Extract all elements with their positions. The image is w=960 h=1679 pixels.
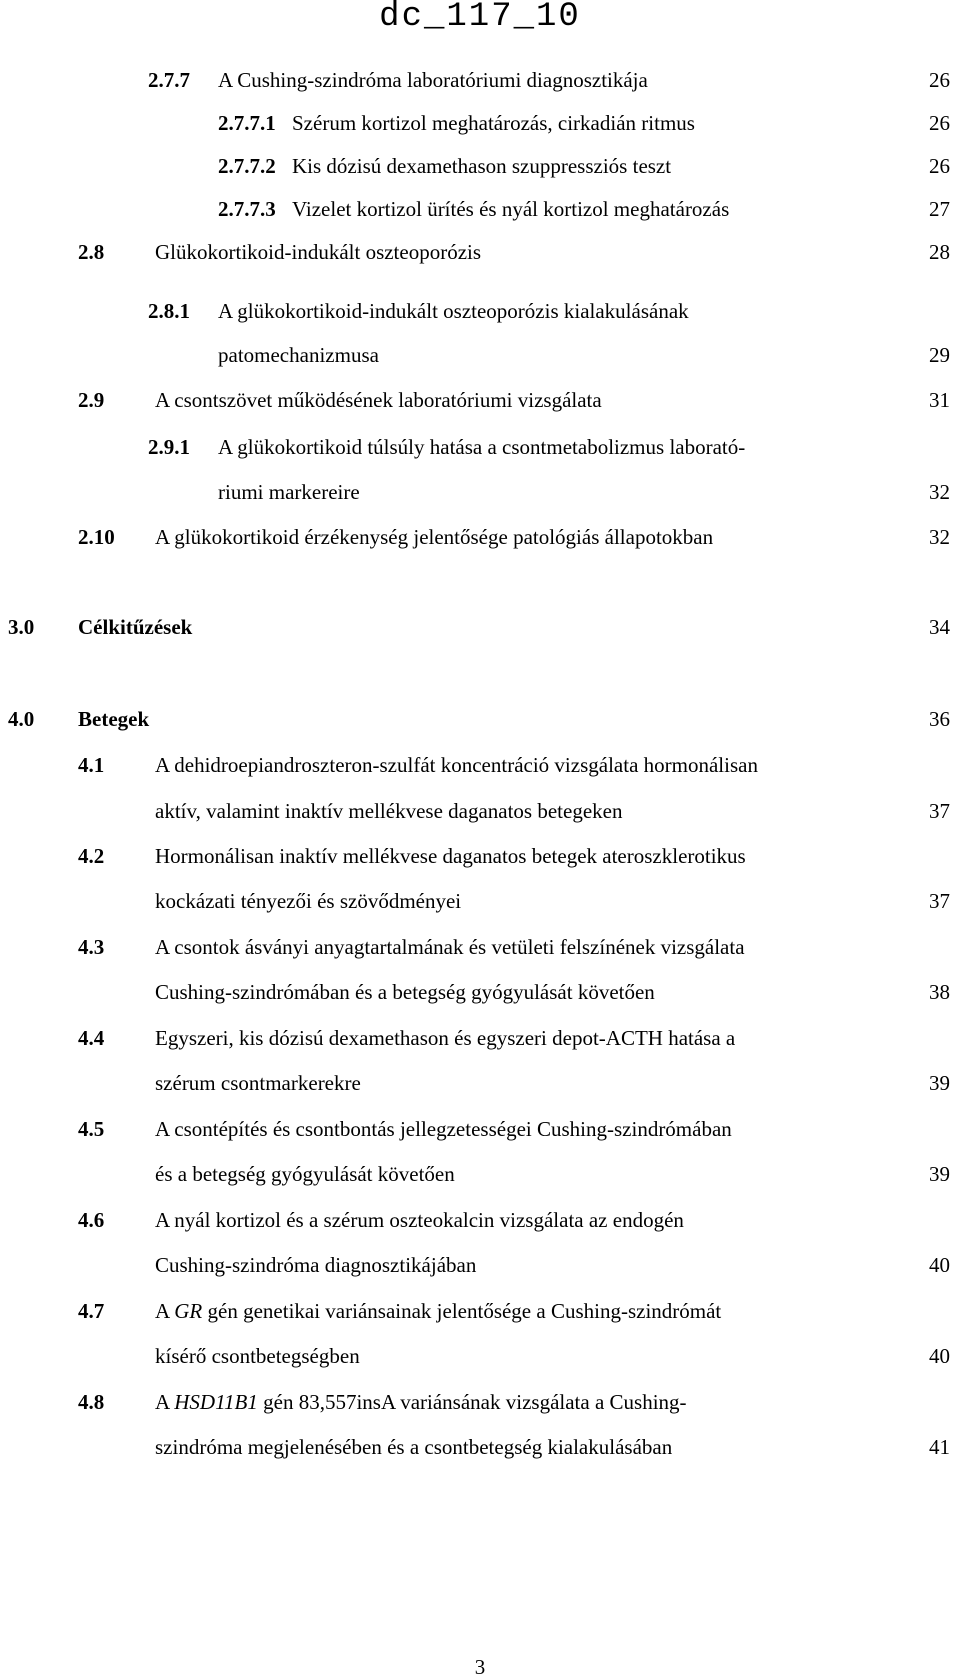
toc-number: 2.8.1 [148, 299, 190, 323]
toc-page: 37 [929, 799, 950, 823]
toc-number: 2.7.7 [148, 68, 190, 92]
toc-number: 2.9 [78, 388, 105, 412]
toc-title: A Cushing-szindróma laboratóriumi diagnosztikája [218, 68, 648, 92]
toc-number: 4.6 [78, 1208, 105, 1232]
toc-title: A csontszövet működésének laboratóriumi vizsgálata [155, 388, 602, 412]
toc-title: patomechanizmusa [218, 343, 379, 367]
toc-page: 27 [929, 197, 950, 221]
toc-number: 4.1 [78, 753, 105, 777]
toc-title: A csontépítés és csontbontás jellegzetességei Cushing-szindrómában [155, 1117, 732, 1141]
toc-title: A glükokortikoid túlsúly hatása a csontmetabolizmus laborató- [218, 435, 746, 459]
toc-page: 26 [929, 68, 950, 92]
toc-title: Vizelet kortizol ürítés és nyál kortizol meghatározás [292, 197, 730, 221]
toc-entry-4-6 [0, 1206, 960, 1234]
toc-number: 4.3 [78, 935, 105, 959]
toc-page: 39 [929, 1162, 950, 1186]
toc-entry-4-2 [0, 842, 960, 870]
toc-number: 4.0 [8, 707, 35, 731]
toc-page: 31 [929, 388, 950, 412]
toc-number: 4.8 [78, 1390, 105, 1414]
toc-title: Szérum kortizol meghatározás, cirkadián ritmus [292, 111, 695, 135]
toc-entry-4-7 [0, 1297, 960, 1325]
toc-title: A glükokortikoid érzékenység jelentősége patológiás állapotokban [155, 525, 714, 549]
toc-title-prefix: A [155, 1299, 175, 1323]
toc-page: 34 [929, 615, 950, 639]
toc-entry-continuation [0, 1433, 960, 1461]
toc-page: 37 [929, 889, 950, 913]
toc-number: 2.7.7.2 [218, 154, 276, 178]
toc-entry-continuation [0, 887, 960, 915]
toc-entry-2-9 [0, 386, 960, 414]
toc-entry-4-0 [0, 705, 960, 733]
toc-number: 4.4 [78, 1026, 105, 1050]
toc-entry-2-8 [0, 238, 960, 266]
toc-page: 32 [929, 525, 950, 549]
toc-entry-2-7-7-3 [0, 195, 960, 223]
toc-number: 2.7.7.3 [218, 197, 276, 221]
toc-number: 4.2 [78, 844, 105, 868]
toc-title: A nyál kortizol és a szérum oszteokalcin vizsgálata az endogén [155, 1208, 684, 1232]
toc-title: szérum csontmarkerekre [155, 1071, 361, 1095]
toc-entry-2-7-7-2 [0, 152, 960, 180]
toc-page: 40 [929, 1344, 950, 1368]
toc-title-suffix: gén genetikai variánsainak jelentősége a Cushing-szindrómát [202, 1299, 722, 1323]
toc-title: Kis dózisú dexamethason szuppressziós teszt [292, 154, 672, 178]
page-number: 3 [474, 1655, 486, 1679]
toc-entry-3-0 [0, 613, 960, 641]
toc-page: 38 [929, 980, 950, 1004]
toc-title: Cushing-szindróma diagnosztikájában [155, 1253, 477, 1277]
toc-entry-2-9-1 [0, 433, 960, 461]
toc-title: riumi markereire [218, 480, 360, 504]
toc-title: Hormonálisan inaktív mellékvese daganatos betegek ateroszklerotikus [155, 844, 746, 868]
toc-title: szindróma megjelenésében és a csontbetegség kialakulásában [155, 1435, 673, 1459]
toc-title: Betegek [78, 707, 150, 731]
toc-entry-4-1 [0, 751, 960, 779]
toc-title: Egyszeri, kis dózisú dexamethason és egyszeri depot-ACTH hatása a [155, 1026, 736, 1050]
toc-number: 2.8 [78, 240, 105, 264]
document-code-header: dc_117_10 [379, 0, 581, 36]
toc-title: A dehidroepiandroszteron-szulfát koncentráció vizsgálata hormonálisan [155, 753, 758, 777]
toc-entry-continuation [0, 1342, 960, 1370]
toc-title: A csontok ásványi anyagtartalmának és vetületi felszínének vizsgálata [155, 935, 745, 959]
toc-number: 4.5 [78, 1117, 105, 1141]
toc-entry-4-4 [0, 1024, 960, 1052]
toc-number: 4.7 [78, 1299, 105, 1323]
toc-entry-2-10 [0, 523, 960, 551]
toc-title: kísérő csontbetegségben [155, 1344, 360, 1368]
toc-page: 28 [929, 240, 950, 264]
toc-number: 3.0 [8, 615, 35, 639]
toc-entry-continuation [0, 1160, 960, 1188]
toc-title: Glükokortikoid-indukált oszteoporózis [155, 240, 482, 264]
toc-entry-2-8-1 [0, 297, 960, 325]
toc-entry-continuation [0, 478, 960, 506]
toc-entry-continuation [0, 797, 960, 825]
toc-number: 2.7.7.1 [218, 111, 276, 135]
toc-entry-continuation [0, 1069, 960, 1097]
toc-title: és a betegség gyógyulását követően [155, 1162, 455, 1186]
toc-number: 2.10 [78, 525, 115, 549]
toc-entry-continuation [0, 978, 960, 1006]
toc-entry-4-8 [0, 1388, 960, 1416]
toc-page: 40 [929, 1253, 950, 1277]
toc-title [155, 1388, 687, 1416]
toc-entry-2-7-7-1 [0, 109, 960, 137]
toc-title-prefix: A [155, 1390, 175, 1414]
toc-page: 32 [929, 480, 950, 504]
toc-entry-4-3 [0, 933, 960, 961]
toc-page: 41 [929, 1435, 950, 1459]
toc-entry-4-5 [0, 1115, 960, 1143]
toc-page: 29 [929, 343, 950, 367]
toc-page: 26 [929, 111, 950, 135]
toc-title: aktív, valamint inaktív mellékvese daganatos betegeken [155, 799, 623, 823]
toc-number: 2.9.1 [148, 435, 190, 459]
toc-title: Cushing-szindrómában és a betegség gyógyulását követően [155, 980, 655, 1004]
toc-entry-2-7-7 [0, 66, 960, 94]
toc-entry-continuation [0, 1251, 960, 1279]
gene-name-italic: HSD11B1 [174, 1390, 258, 1414]
toc-title: A glükokortikoid-indukált oszteoporózis kialakulásának [218, 299, 689, 323]
toc-page: 26 [929, 154, 950, 178]
toc-title: Célkitűzések [78, 615, 193, 639]
toc-page: 39 [929, 1071, 950, 1095]
toc-entry-continuation [0, 341, 960, 369]
toc-title-suffix: gén 83,557insA variánsának vizsgálata a Cushing- [257, 1390, 687, 1414]
toc-title: kockázati tényezői és szövődményei [155, 889, 462, 913]
toc-title [155, 1297, 721, 1325]
toc-page: 36 [929, 707, 950, 731]
gene-name-italic: GR [174, 1299, 203, 1323]
